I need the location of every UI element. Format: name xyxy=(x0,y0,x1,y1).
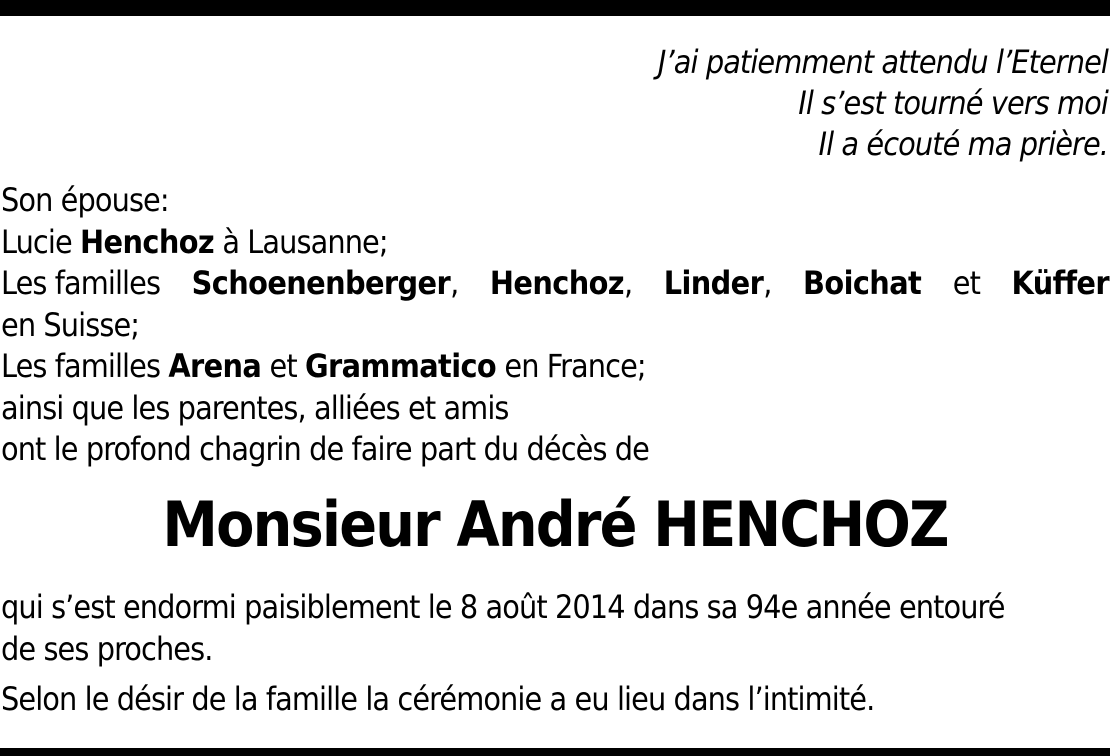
closing-text xyxy=(1,587,1109,721)
swiss-and: et xyxy=(952,264,980,302)
swiss-families-line xyxy=(1,263,1109,305)
swiss-family-2 xyxy=(490,263,632,305)
france-families-prefix: Les familles xyxy=(1,347,161,385)
spouse-label: Son épouse: xyxy=(1,181,169,219)
relatives-line: ainsi que les parentes, alliées et amis xyxy=(1,388,509,427)
bible-verse xyxy=(408,42,1108,165)
swiss-place: en Suisse; xyxy=(1,305,140,344)
comma: , xyxy=(623,264,633,302)
verse-line-2: Il s’est tourné vers moi xyxy=(798,84,1108,122)
swiss-family-3 xyxy=(664,263,772,305)
verse-line-1: J’ai patiemment attendu l’Eternel xyxy=(657,43,1108,81)
verse-line-3: Il a écouté ma prière. xyxy=(818,125,1108,163)
family-name: Schoenenberger xyxy=(191,264,451,302)
france-place: en France; xyxy=(504,347,646,385)
comma: , xyxy=(450,264,459,302)
announcement-line: ont le profond chagrin de faire part du décès de xyxy=(1,430,650,468)
spouse-first-name: Lucie xyxy=(1,222,72,261)
comma: , xyxy=(763,264,772,302)
bottom-border-rule xyxy=(0,748,1110,756)
family-name: Henchoz xyxy=(489,264,624,302)
closing-line-1: qui s’est endormi paisiblement le 8 août 2014 dans sa 94e année entouré xyxy=(1,588,1005,626)
top-border-rule xyxy=(0,0,1110,16)
spouse-line xyxy=(1,222,1109,264)
swiss-family-4: Boichat xyxy=(803,264,922,302)
spouse-last-name: Henchoz xyxy=(80,222,215,261)
ceremony-line: Selon le désir de la famille la cérémonie a eu lieu dans l’intimité. xyxy=(1,680,875,718)
family-name: Linder xyxy=(663,264,764,302)
spouse-place: à Lausanne; xyxy=(222,222,388,261)
closing-line-2: de ses proches. xyxy=(1,629,213,668)
swiss-family-1 xyxy=(192,263,459,305)
france-and: et xyxy=(269,347,297,385)
france-families-line xyxy=(1,346,1109,388)
deceased-name: Monsieur André HENCHOZ xyxy=(162,488,948,561)
france-family-1: Arena xyxy=(168,347,262,385)
family-announcement xyxy=(1,180,1109,471)
swiss-family-5: Küffer xyxy=(1011,264,1109,302)
france-family-2: Grammatico xyxy=(304,347,497,385)
swiss-families-prefix: Les familles xyxy=(1,264,161,302)
